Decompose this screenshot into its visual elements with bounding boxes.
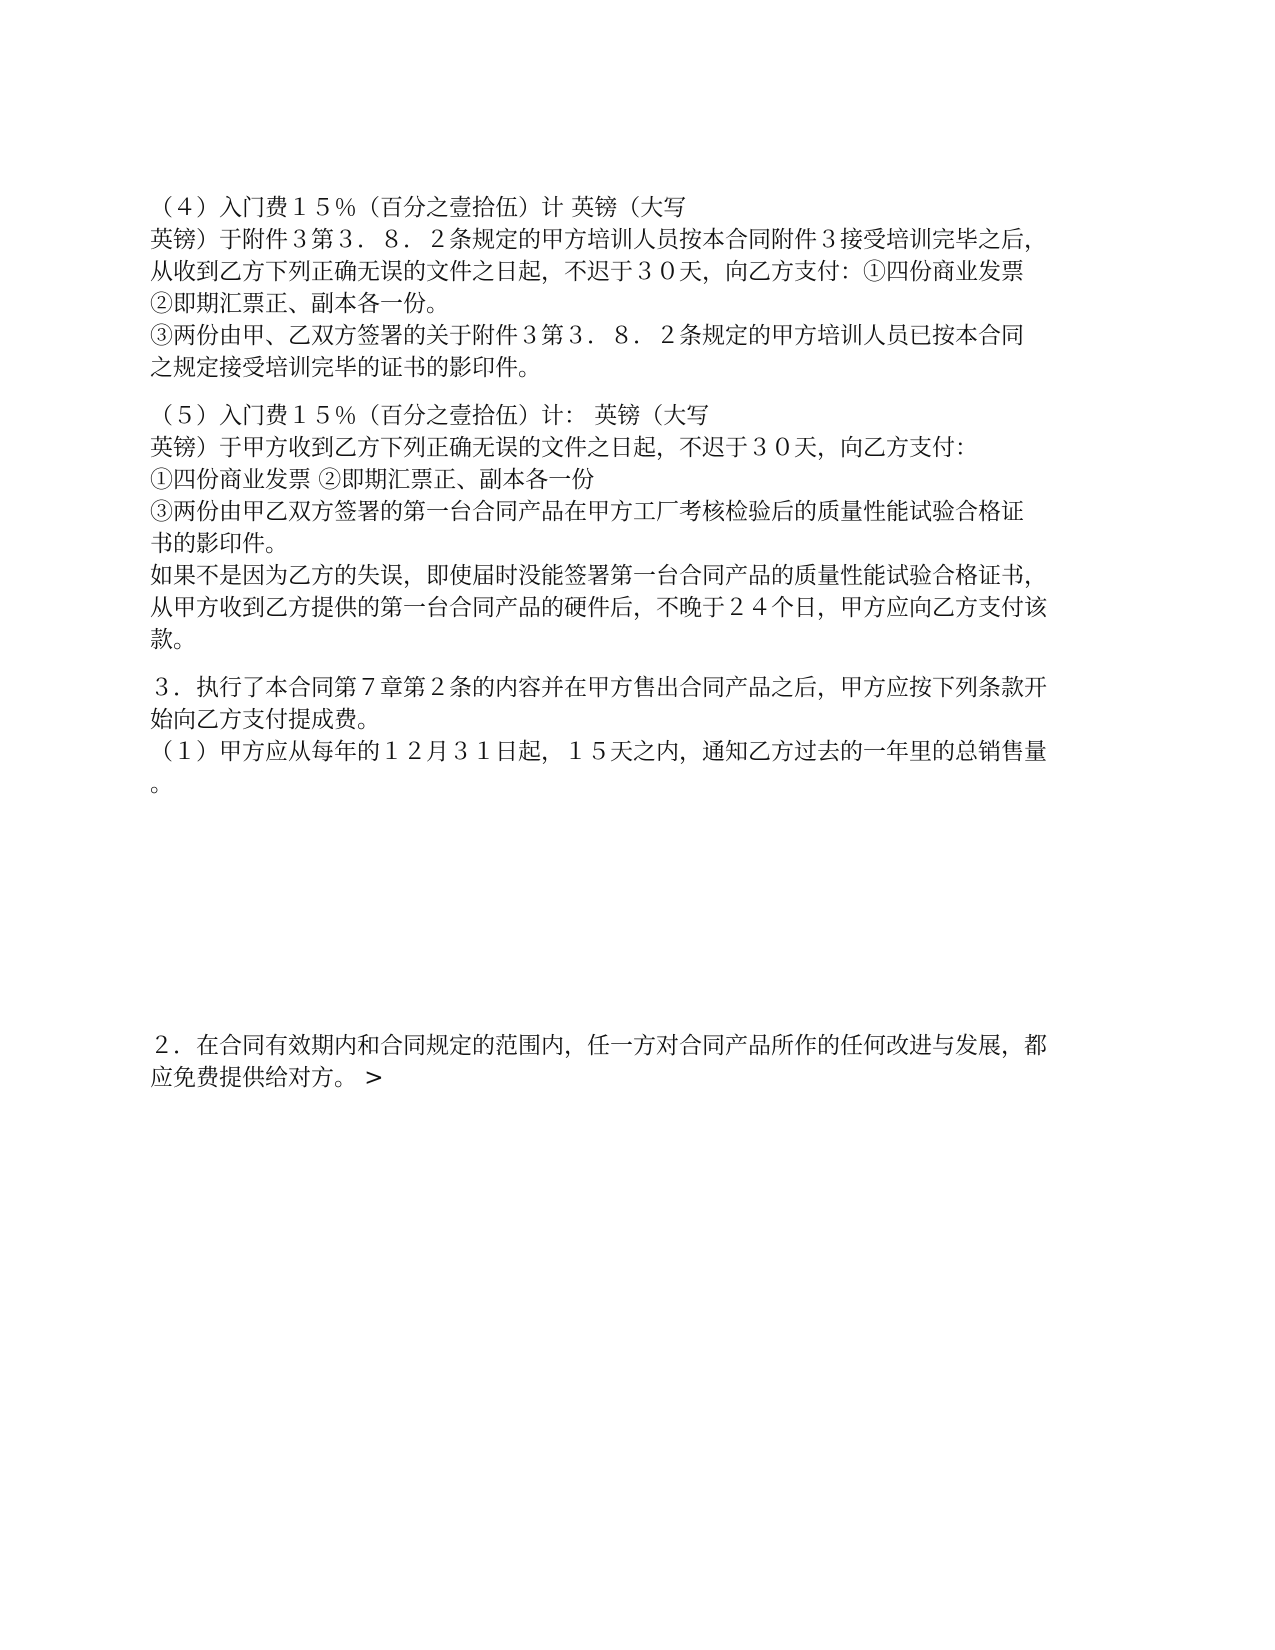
text-line: （５）入门费１５％（百分之壹拾伍）计： 英镑（大写 — [150, 403, 710, 429]
text-line: 书的影印件。 — [150, 531, 288, 557]
text-line: （１）甲方应从每年的１２月３１日起，１５天之内，通知乙方过去的一年里的总销售量 — [150, 739, 1047, 765]
text-line: （４）入门费１５％（百分之壹拾伍）计 英镑（大写 — [150, 195, 687, 221]
paragraph-entry-fee-5 — [150, 400, 1140, 656]
document-body — [150, 192, 1140, 800]
paragraph-royalty — [150, 672, 1140, 800]
text-line: 英镑）于附件３第３．８．２条规定的甲方培训人员按本合同附件３接受培训完毕之后， — [150, 227, 1047, 253]
text-line: ③两份由甲乙双方签署的第一台合同产品在甲方工厂考核检验后的质量性能试验合格证 — [150, 499, 1024, 525]
text-line: 始向乙方支付提成费。 — [150, 707, 380, 733]
text-line: 款。 — [150, 627, 196, 653]
text-line: 之规定接受培训完毕的证书的影印件。 — [150, 355, 541, 381]
text-line: ２．在合同有效期内和合同规定的范围内，任一方对合同产品所作的任何改进与发展，都 — [150, 1033, 1047, 1059]
text-line: ②即期汇票正、副本各一份。 — [150, 291, 449, 317]
text-line: ３．执行了本合同第７章第２条的内容并在甲方售出合同产品之后，甲方应按下列条款开 — [150, 675, 1047, 701]
text-line: 英镑）于甲方收到乙方下列正确无误的文件之日起，不迟于３０天，向乙方支付： — [150, 435, 978, 461]
paragraph-improvements — [150, 1030, 1140, 1094]
text-line: 应免费提供给对方。 > — [150, 1065, 384, 1091]
paragraph-entry-fee-4 — [150, 192, 1140, 384]
document-body-lower — [150, 1030, 1140, 1094]
text-line: ①四份商业发票 ②即期汇票正、副本各一份 — [150, 467, 595, 493]
text-line: ③两份由甲、乙双方签署的关于附件３第３．８．２条规定的甲方培训人员已按本合同 — [150, 323, 1024, 349]
text-line: 从收到乙方下列正确无误的文件之日起，不迟于３０天，向乙方支付：①四份商业发票 — [150, 259, 1024, 285]
text-line: 从甲方收到乙方提供的第一台合同产品的硬件后，不晚于２４个日，甲方应向乙方支付该 — [150, 595, 1047, 621]
text-line: 。 — [150, 771, 173, 797]
text-line: 如果不是因为乙方的失误，即使届时没能签署第一台合同产品的质量性能试验合格证书， — [150, 563, 1047, 589]
